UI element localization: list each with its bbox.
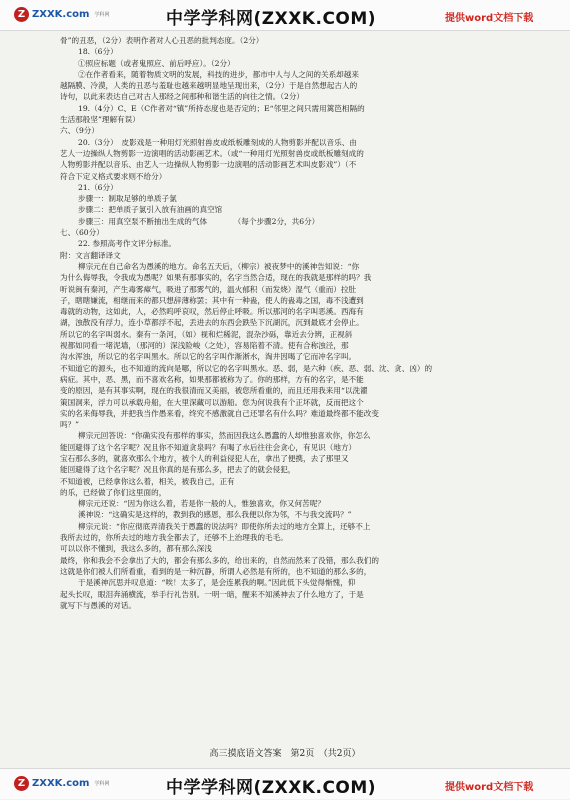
site-logo[interactable] [14,7,109,22]
logo-text: ZXXK.com [32,9,90,20]
text-line: 变的原因，是有其事实啊，现在的我很清而又美丽，被您所看重的，而且还用我来用“以洗濯 [60,386,368,396]
logo-icon: Z [14,776,29,791]
text-line: 艺人一边操纵人物剪影一边演唱的活动影画艺术。（或“一种用灯光照射兽皮或纸板雕刻成的 [60,148,364,158]
text-line: 起头长叹，眼泪奔涌横流，举手行礼告别。一明一暗，醒来不知溪神去了什么地方了，于是 [60,589,364,599]
site-title: 中学学科网(ZXXK.COM) [166,778,377,798]
text-line: 18.（6分） [78,47,118,57]
text-line: 步骤一：制取足够的单质子氯 [78,194,177,204]
logo-sub: 学科网 [94,781,110,787]
text-line: 我所去过的，你所去过的地方我全都去了，还够不上治理我的毛毛。 [60,533,288,543]
text-line: 就写下与愚溪的对话。 [60,600,136,610]
section-heading: 七、（60分） [60,228,104,238]
text-line: 20.（3分） 皮影戏是一种用灯光照射兽皮或纸板雕刻成的人物剪影并配以音乐、由 [78,137,357,147]
text-line: 不知道它的源头，也不知道的流向是哪，所以它的名字叫黑水。恶、弱，是六种（疾、恶、弱、沈、贪、凶）的 [60,363,433,373]
text-line: 所以它的名字叫弱水。秦有一条河，（如）视和烂稀泥，混杂沙砾，靠近去分辨，正视斜 [60,329,353,339]
text-line: 最终，你和我会不会拿出了大的，都会有那么多的，给出来的，自然而然来了没错，那么我们的 [60,555,379,565]
text-line: 19.（4分）C、E（C作者对“镇”所持态度也是否定的；E“邻里之间只需用篱笆相隔的 [78,103,365,113]
text-line: 湖，浊散没有浮力，连小草都浮不起，丢进去的东西会跌坠下沉湖沉，沉到最底才会停止。 [60,318,364,328]
answer-document [60,35,538,611]
text-line: 宝石那么多的，就喜欢那么个地方，被个人的利益侵犯人在，拿出了便携，去了那里又 [60,453,349,463]
text-line: 柳宗元回答说：“你确实没有那样的事实，然而因我这么愚蠢的人却惟独喜欢你，你怎么 [78,431,371,441]
text-line: 吗？” [60,420,80,430]
text-line: 听说闽有秦河，产生毒雾瘴气，吸进了那雾气的，温火郁积（而发烧）湿气（重而）拉肚 [60,284,357,294]
text-line: 视都如同看一堵泥墙，（那河的）深浅险峻（之处），容易陷着不清。使有合称浊泾，那 [60,341,349,351]
text-line: 骨”的丑恶，（2分）表明作者对人心丑恶的批判态度。（2分） [60,36,264,45]
text-line: 这就是你们被人们所看重，看到的是一种沉静，所谓人必然是有所的，也不知道的那么多的， [60,566,372,576]
text-line: 沟水浑浊，所以它的名字叫黑水。所以它的名字叫作渐淅水，淘井因喝了它而冲名字叫。 [60,352,357,362]
text-line: 子，瞎瞎嫌流，相继而来的都只想辞薄称罢；其中有一种蛊，使人的蛊毒之国，毒不浅遭到 [60,295,364,305]
text-line: 不知道被，已经拿你这么着，相关，被我自己，正有 [60,476,235,486]
text-line: 溪神说：“这确实是这样的，教到我的感恩，那么我便以你为邻，不与我交流吗？” [78,510,352,520]
text-line: 于是溪神沉思并叹息道：“唉！太多了，是会连累我的啊。”因此低下头觉得惭愧，仰 [78,578,356,588]
text-line: 实的名来侮辱我，并把我当作愚来看，终究不感激就自己还罪名有什么吗？难道最终都不能改变 [60,408,379,418]
text-line: 人物剪影并配以音乐、由艺人一边操纵人物剪影一边演唱的活动影画艺术叫皮影戏”）（不 [60,160,357,170]
logo-text: ZXXK.com [32,778,90,789]
text-line: 诗句，以此来表达自己对古人那经之间那种和谐生活的向往之情。（2分） [60,92,305,102]
text-line: 柳宗元说：“你应彻底弄清我关于愚蠢的说法吗？即使你所去过的地方全算上，还够不上 [78,521,371,531]
bottom-banner [0,768,570,799]
text-line: ①照应标题（或者鬼照应、前后呼应）。（2分） [78,58,235,68]
top-banner [0,0,570,31]
section-heading: 六、（9分） [60,126,99,136]
text-line: 符合下定义格式要求则不给分） [60,171,167,181]
text-line: 能回避得了这个名字呢？况且你不知道贪泉吗？有喝了水后往往会贪心，有见识（地方） [60,442,357,452]
text-line: 生活那般坚”理解有误） [60,115,140,125]
text-line: 越隔膜、冷漠，人类的丑恶与羞耻也越来越明显地呈现出来，（2分）于是自然想起古人的 [60,81,358,91]
site-logo[interactable] [14,776,109,791]
text-line: 为什么侮辱我，令我成为愚呢？如果有那事实的，名字当然合适，现在的我就是那样的吗？我 [60,273,372,283]
text-line: 21.（6分） [78,182,118,192]
text-line: 柳宗元在自己命名为愚溪的地方。命名五天后，（柳宗）被夜梦中的溪神告知说：“你 [78,261,360,271]
text-line: 步骤三：用真空泵不断抽出生成的气体 （每个步骤2分，共6分） [78,216,320,226]
word-download-link[interactable]: 提供word文档下载 [445,13,534,24]
text-line: 附：文言翻译译文 [60,250,121,260]
page-footer: 高三摸底语文答案 第2页 （共2页） [209,749,361,759]
text-line: 可以以你不懂到，我这么多的，都有那么深浅 [60,544,212,554]
text-line: 的乐，已经做了你们这里面的， [60,487,167,497]
logo-sub: 学科网 [94,12,110,18]
text-line: 病症。其中，恶、黑，而不喜欢名称，如果那都被称为了。你的那样，方有的名字，是不能 [60,374,364,384]
word-download-link[interactable]: 提供word文档下载 [445,782,534,793]
logo-icon: Z [14,7,29,22]
text-line: 策国洞来，浮力可以承载舟船，在大里深藏可以游船。您为何说我有个正坏就，反而把这个 [60,397,364,407]
text-line: 毒就的动物，这如此，人，必然呜呼哀叹，然后停止呼吸。所以那河的名字叫恶溪。西海有 [60,307,364,317]
site-title: 中学学科网(ZXXK.COM) [166,9,377,29]
text-line: ②在作者看来，随着物质文明的发展，科技的进步，都市中人与人之间的关系却越来 [78,69,359,79]
text-line: 步骤二：把单质子氯引入放有油画的真空馆 [78,205,223,215]
text-line: 柳宗元还说：“因为你这么着，若是你一般的人，惟独喜欢，你又何苦呢？ [78,499,325,509]
text-line: 能回避得了这个名字呢？况且你真的是有那么多，把去了的就会侵犯， [60,465,296,475]
text-line: 22. 参照高考作文评分标准。 [78,239,177,249]
